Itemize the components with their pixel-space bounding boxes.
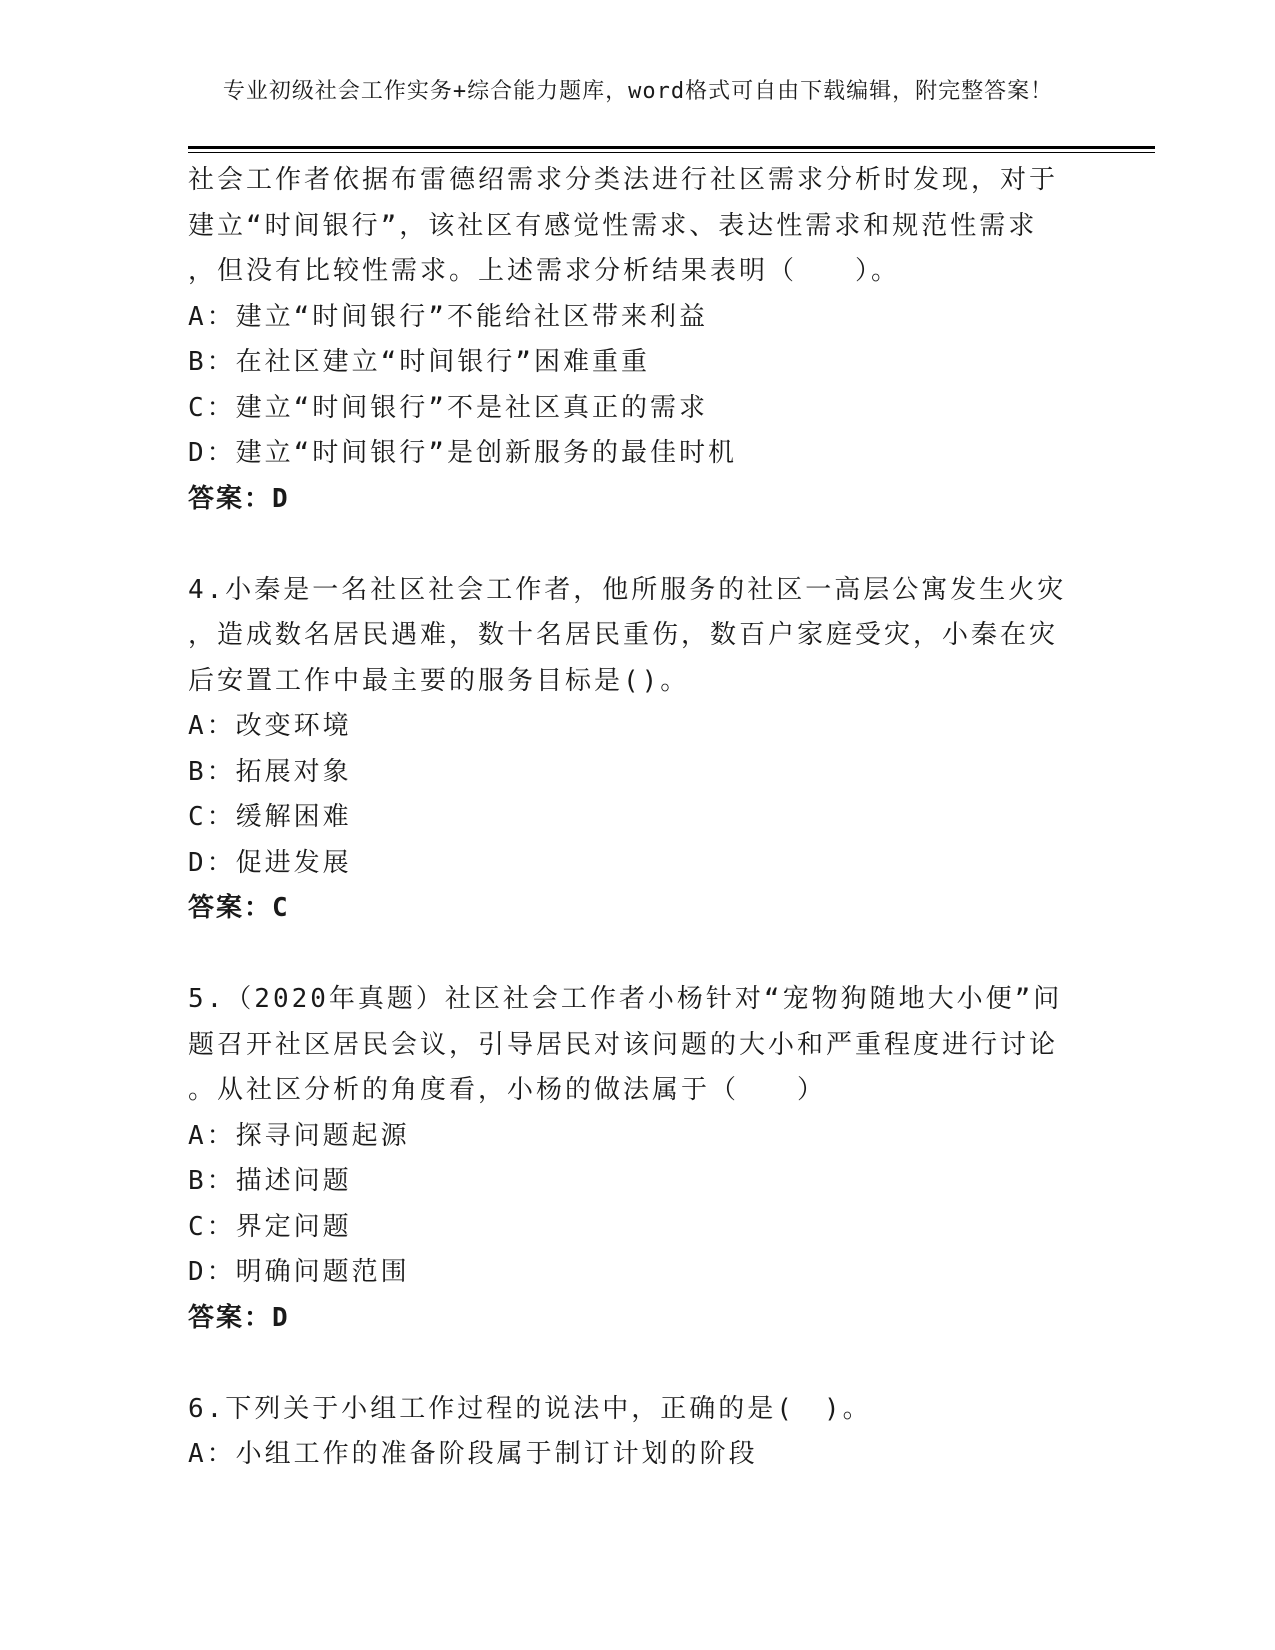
option-a: A：建立“时间银行”不能给社区带来利益 bbox=[188, 301, 708, 332]
question-5 bbox=[188, 977, 1068, 1341]
question-stem-line: 6.下列关于小组工作过程的说法中，正确的是( )。 bbox=[188, 1393, 872, 1424]
spacer bbox=[188, 522, 1068, 568]
question-stem-line: 社会工作者依据布雷德绍需求分类法进行社区需求分析时发现，对于 bbox=[188, 165, 1059, 195]
option-a: A：探寻问题起源 bbox=[188, 1120, 410, 1151]
option-b: B：在社区建立“时间银行”困难重重 bbox=[188, 347, 650, 377]
header-rule-thin bbox=[188, 152, 1155, 153]
option-d: D：明确问题范围 bbox=[188, 1257, 410, 1287]
option-a: A：改变环境 bbox=[188, 711, 352, 741]
question-stem-line: 建立“时间银行”，该社区有感觉性需求、表达性需求和规范性需求 bbox=[188, 210, 1038, 241]
question-stem-line: ，造成数名居民遇难，数十名居民重伤，数百户家庭受灾，小秦在灾 bbox=[188, 620, 1059, 650]
option-d: D：促进发展 bbox=[188, 847, 352, 878]
question-6 bbox=[188, 1387, 1068, 1478]
option-a: A：小组工作的准备阶段属于制订计划的阶段 bbox=[188, 1439, 758, 1469]
option-c: C：建立“时间银行”不是社区真正的需求 bbox=[188, 392, 708, 423]
header-rule-thick bbox=[188, 146, 1155, 149]
question-stem-line: 后安置工作中最主要的服务目标是()。 bbox=[188, 665, 690, 696]
option-d: D：建立“时间银行”是创新服务的最佳时机 bbox=[188, 438, 737, 468]
question-list bbox=[188, 158, 1068, 1478]
question-stem-line: 题召开社区居民会议，引导居民对该问题的大小和严重程度进行讨论 bbox=[188, 1029, 1059, 1060]
question-3 bbox=[188, 158, 1068, 522]
question-stem-line: 5.（2020年真题）社区社会工作者小杨针对“宠物狗随地大小便”问 bbox=[188, 984, 1063, 1014]
question-stem-line: 4.小秦是一名社区社会工作者，他所服务的社区一高层公寓发生火灾 bbox=[188, 574, 1067, 605]
question-stem-line: 。从社区分析的角度看，小杨的做法属于（ ） bbox=[188, 1075, 827, 1105]
option-b: B：描述问题 bbox=[188, 1166, 352, 1196]
option-b: B：拓展对象 bbox=[188, 756, 352, 787]
option-c: C：界定问题 bbox=[188, 1211, 352, 1242]
answer-line: 答案：D bbox=[188, 483, 290, 514]
question-4 bbox=[188, 568, 1068, 932]
page-header: 专业初级社会工作实务+综合能力题库，word格式可自由下载编辑，附完整答案！ bbox=[222, 79, 1054, 104]
spacer bbox=[188, 932, 1068, 978]
spacer bbox=[188, 1341, 1068, 1387]
option-c: C：缓解困难 bbox=[188, 802, 352, 832]
answer-line: 答案：D bbox=[188, 1302, 290, 1333]
answer-line: 答案：C bbox=[188, 893, 290, 923]
question-stem-line: ，但没有比较性需求。上述需求分析结果表明（ ）。 bbox=[188, 256, 901, 286]
